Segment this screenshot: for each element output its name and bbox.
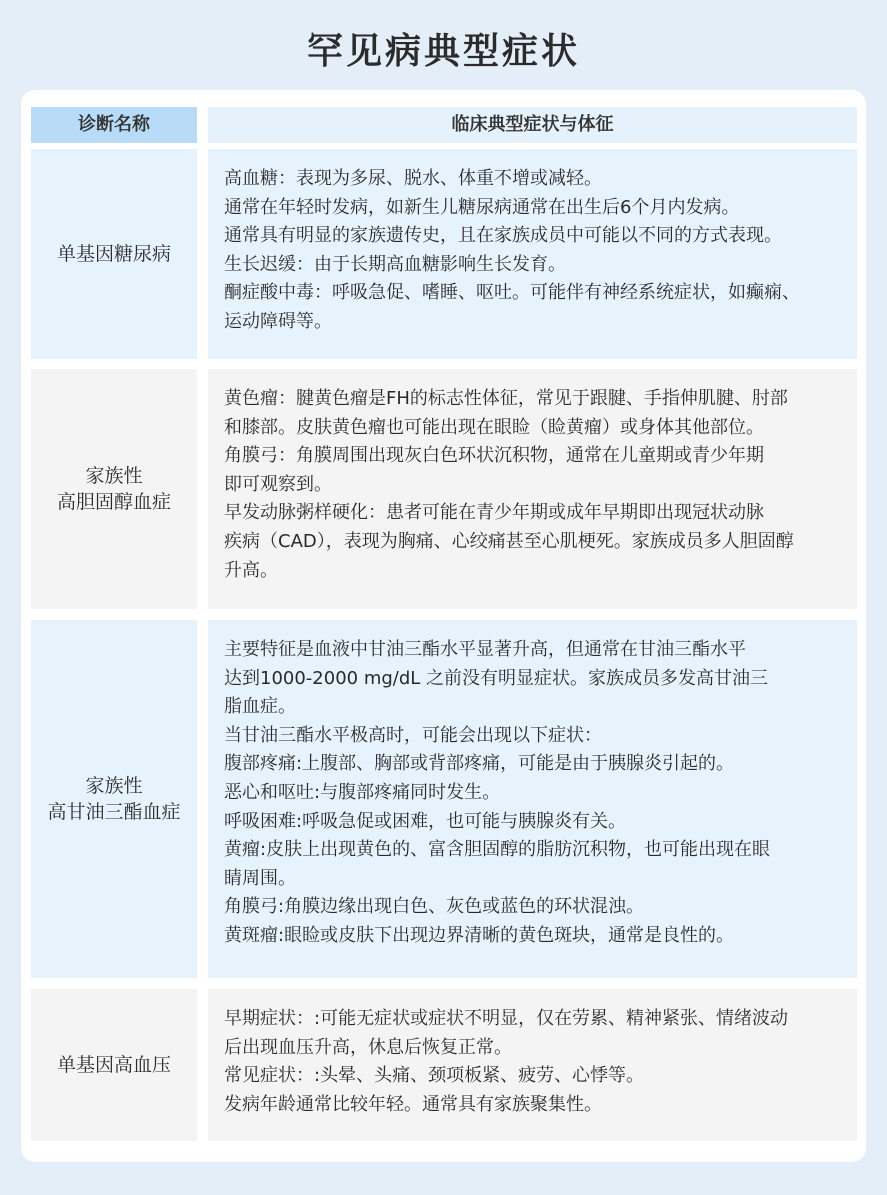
diagnosis-name-cell <box>31 149 197 359</box>
table-row <box>31 149 857 359</box>
symptom-line: 后出现血压升高，休息后恢复正常。 <box>224 1036 512 1058</box>
table-row <box>31 369 857 609</box>
symptom-line: 生长迟缓：由于长期高血糖影响生长发育。 <box>224 253 566 275</box>
symptom-line: 角膜弓：角膜周围出现灰白色环状沉积物，通常在儿童期或青少年期 <box>224 445 764 467</box>
symptoms-cell <box>208 989 857 1141</box>
symptom-line: 腹部疼痛:上腹部、胸部或背部疼痛，可能是由于胰腺炎引起的。 <box>224 753 735 775</box>
diagnosis-name <box>47 773 180 825</box>
table-row <box>31 989 857 1141</box>
diagnosis-name-cell <box>31 989 197 1141</box>
symptom-line: 当甘油三酯水平极高时，可能会出现以下症状： <box>224 724 602 746</box>
name-line: 高甘油三酯血症 <box>47 801 181 823</box>
symptoms-cell <box>208 620 857 978</box>
symptom-line: 达到1000-2000 mg/dL 之前没有明显症状。家族成员多发高甘油三 <box>224 667 769 689</box>
symptom-line: 早发动脉粥样硬化：患者可能在青少年期或成年早期即出现冠状动脉 <box>224 502 764 524</box>
page-title: 罕见病典型症状 <box>306 31 580 72</box>
name-line: 单基因高血压 <box>56 1054 171 1076</box>
table-header <box>31 107 857 143</box>
symptom-line: 高血糖：表现为多尿、脱水、体重不增或减轻。 <box>224 168 602 189</box>
symptoms-cell <box>208 149 857 359</box>
symptom-line: 运动障碍等。 <box>224 310 332 332</box>
name-line: 家族性 <box>85 465 143 487</box>
symptom-line: 升高。 <box>224 559 278 581</box>
symptom-line: 通常具有明显的家族遗传史，且在家族成员中可能以不同的方式表现。 <box>224 225 782 247</box>
symptoms-cell <box>208 369 857 609</box>
symptom-line: 角膜弓:角膜边缘出现白色、灰色或蓝色的环状混浊。 <box>224 896 645 918</box>
symptom-line: 早期症状：:可能无症状或症状不明显，仅在劳累、精神紧张、情绪波动 <box>224 1008 789 1029</box>
symptom-line: 脂血症。 <box>224 696 296 718</box>
symptom-line: 呼吸困难:呼吸急促或困难，也可能与胰腺炎有关。 <box>224 810 627 832</box>
name-line: 高胆固醇血症 <box>56 491 171 513</box>
symptom-line: 黄色瘤：腱黄色瘤是FH的标志性体征，常见于跟腱、手指伸肌腱、肘部 <box>224 388 788 409</box>
name-line: 家族性 <box>85 775 143 797</box>
symptom-line: 疾病（CAD），表现为胸痛、心绞痛甚至心肌梗死。家族成员多人胆固醇 <box>224 530 794 552</box>
symptom-line: 黄斑瘤:眼睑或皮肤下出现边界清晰的黄色斑块，通常是良性的。 <box>224 924 735 946</box>
symptom-line: 睛周围。 <box>224 867 296 889</box>
table-row <box>31 620 857 978</box>
symptom-line: 即可观察到。 <box>224 473 332 495</box>
symptom-table <box>21 90 866 1162</box>
symptom-line: 主要特征是血液中甘油三酯水平显著升高，但通常在甘油三酯水平 <box>224 639 746 660</box>
diagnosis-name-cell <box>31 369 197 609</box>
symptom-line: 通常在年轻时发病，如新生儿糖尿病通常在出生后6个月内发病。 <box>224 196 740 218</box>
symptom-line: 酮症酸中毒：呼吸急促、嗜睡、呕吐。可能伴有神经系统症状，如癫痫、 <box>224 282 800 304</box>
header-diagnosis-name: 诊断名称 <box>31 107 197 143</box>
symptom-line: 常见症状：:头晕、头痛、颈项板紧、疲劳、心悸等。 <box>224 1065 645 1087</box>
diagnosis-name <box>57 241 171 267</box>
diagnosis-name <box>57 1052 171 1078</box>
diagnosis-name-cell <box>31 620 197 978</box>
symptom-line: 黄瘤:皮肤上出现黄色的、富含胆固醇的脂肪沉积物，也可能出现在眼 <box>224 839 771 861</box>
name-line: 单基因糖尿病 <box>56 243 171 265</box>
symptom-line: 恶心和呕吐:与腹部疼痛同时发生。 <box>224 781 501 803</box>
diagnosis-name <box>57 463 171 515</box>
symptom-line: 和膝部。皮肤黄色瘤也可能出现在眼睑（睑黄瘤）或身体其他部位。 <box>224 416 764 438</box>
header-clinical-symptoms: 临床典型症状与体征 <box>208 107 857 143</box>
symptom-line: 发病年龄通常比较年轻。通常具有家族聚集性。 <box>224 1093 602 1115</box>
